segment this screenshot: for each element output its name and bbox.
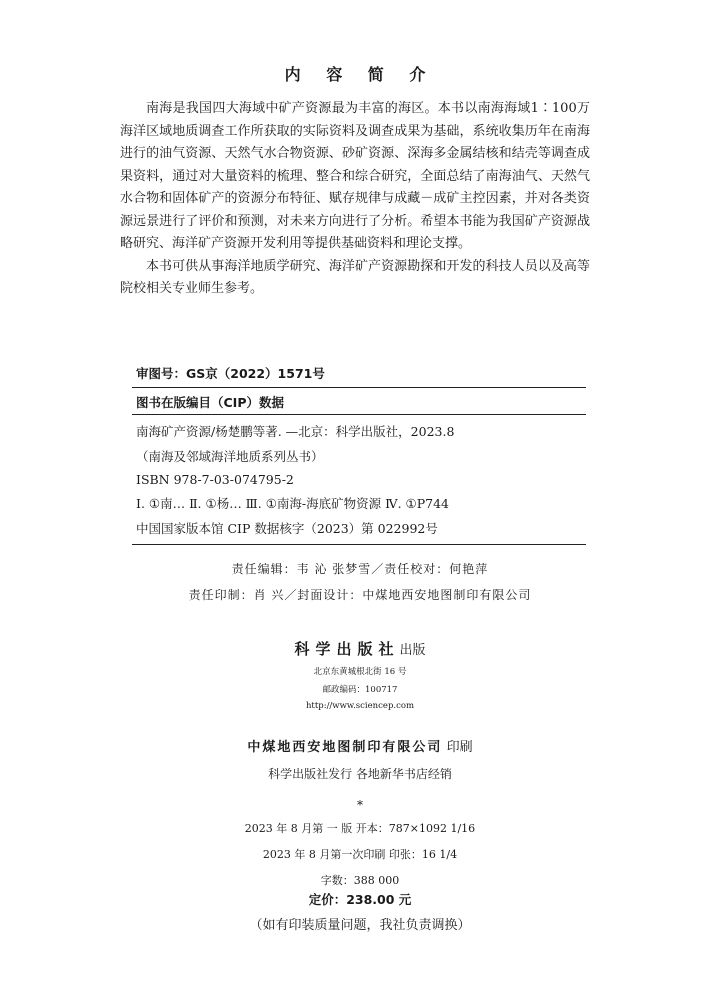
cip-block <box>132 364 586 550</box>
responsibility-block <box>0 560 720 612</box>
publisher-url: http://www.sciencep.com <box>305 701 415 711</box>
quality-note: （如有印装质量问题，我社负责调换） <box>249 918 471 933</box>
editors-line: 责任编辑：韦 沁 张梦雪／责任校对：何艳萍 <box>231 562 489 576</box>
content-summary <box>120 98 590 301</box>
divider <box>132 387 586 388</box>
cip-heading: 图书在版编目（CIP）数据 <box>136 395 284 410</box>
price-block <box>0 890 720 933</box>
edition-block <box>0 798 720 898</box>
summary-paragraph-2: 本书可供从事海洋地质学研究、海洋矿产资源勘探和开发的科技人员以及高等院校相关专业师生参考。 <box>120 258 590 296</box>
publisher-suffix: 出版 <box>399 643 426 658</box>
cip-record-number-line: 中国国家版本馆 CIP 数据核字（2023）第 022992号 <box>136 521 438 536</box>
printer-name: 中煤地西安地图制印有限公司 <box>247 740 443 755</box>
printing-line: 2023 年 8 月第一次印刷 印张：16 1/4 <box>262 848 458 861</box>
summary-paragraph-1: 南海是我国四大海域中矿产资源最为丰富的海区。本书以南海海域1∶100万海洋区域地质调查工作所获取的实际资料及调查成果为基础，系统收集历年在南海进行的油气资源、天然气水合物资源、砂矿资源、深海多金属结核和结壳等调查成果资料，通过对大量资料的梳理、整合和综合研究，全面总结了南海油气、天然气水合物和固体矿产的资源分布特征、赋存规律与成藏－成矿主控因素，并对各类资源远景进行了评价和预测，对未来方向进行了分析。希望本书能为我国矿产资源战略研究、海洋矿产资源开发利用等提供基础资料和理论支撑。 <box>120 101 590 251</box>
printer-suffix: 印刷 <box>446 740 473 755</box>
edition-line: 2023 年 8 月第 一 版 开本：787×1092 1/16 <box>244 822 476 835</box>
distribution-line: 科学出版社发行 各地新华书店经销 <box>268 767 452 781</box>
printer-block <box>0 736 720 782</box>
word-count-line: 字数：388 000 <box>320 874 400 887</box>
publisher-name: 科学出版社 <box>294 640 400 658</box>
map-review-number: 审图号：GS京（2022）1571号 <box>136 366 325 381</box>
printing-design-line: 责任印制：肖 兴／封面设计：中煤地西安地图制印有限公司 <box>188 588 532 602</box>
cip-bibliographic-line: 南海矿产资源/杨楚鹏等著. —北京：科学出版社，2023.8 <box>136 424 455 439</box>
price: 定价：238.00 元 <box>308 892 412 907</box>
separator-star: * <box>357 798 363 812</box>
cip-classification-line: Ⅰ. ①南… Ⅱ. ①杨… Ⅲ. ①南海-海底矿物资源 Ⅳ. ①P744 <box>136 496 450 511</box>
cip-series-line: （南海及邻域海洋地质系列丛书） <box>136 449 324 464</box>
publisher-postcode: 邮政编码：100717 <box>322 685 398 695</box>
cip-isbn-line: ISBN 978-7-03-074795-2 <box>136 472 294 487</box>
publisher-address: 北京东黄城根北街 16 号 <box>313 667 407 677</box>
divider <box>132 544 586 545</box>
divider <box>132 414 586 415</box>
page-title: 内 容 简 介 <box>284 65 436 84</box>
publisher-block <box>0 638 720 711</box>
